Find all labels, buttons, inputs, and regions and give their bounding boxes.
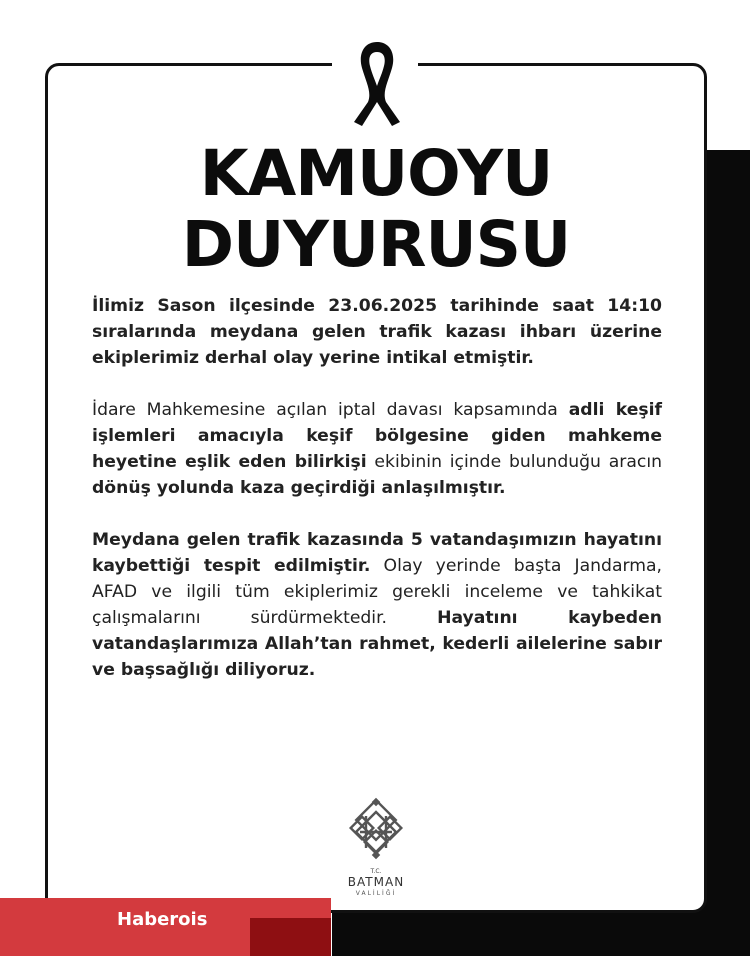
headline-line-2: DUYURUSU — [181, 208, 571, 281]
paragraph-3-text-1: Olay yerinde başta Jandarma, AFAD ve ilgili tüm ekiplerimiz gerekli inceleme ve tahkikat çalışmalarını sürdürmektedir. — [92, 556, 662, 628]
paragraph-3-bold-1: Meydana gelen trafik kazasında 5 vatandaşımızın hayatını kaybettiği tespit edilmiştir. — [92, 530, 662, 576]
mourning-ribbon-icon — [342, 36, 412, 128]
watermark-label: Haberois — [117, 909, 208, 930]
paragraph-2-text-2: ekibinin içinde bulunduğu aracın — [366, 452, 662, 472]
paragraph-2 — [92, 397, 662, 501]
watermark-accent — [250, 918, 331, 956]
paragraph-1-bold: İlimiz Sason ilçesinde 23.06.2025 tarihinde saat 14:10 sıralarında meydana gelen trafik kazası ihbarı üzerine ekiplerimiz derhal olay yerine intikal etmiştir. — [92, 296, 662, 368]
paragraph-1 — [92, 293, 662, 371]
logo-sub-label: VALİLİĞİ — [355, 890, 397, 897]
announcement-body — [92, 293, 662, 709]
paragraph-2-bold-1: adli keşif işlemleri amacıyla keşif bölgesine giden mahkeme heyetine eşlik eden bilirkişi — [92, 400, 662, 472]
headline-line-1: KAMUOYU — [199, 137, 553, 210]
paragraph-3-bold-2: Hayatını kaybeden vatandaşlarımıza Allah’tan rahmet, kederli ailelerine sabır ve başsağlığı diliyoruz. — [92, 608, 662, 680]
logo-name-label: BATMAN — [347, 875, 405, 889]
paragraph-2-bold-2: dönüş yolunda kaza geçirdiği anlaşılmıştır. — [92, 478, 506, 498]
headline — [60, 138, 692, 280]
logo-tc-label: T.C. — [370, 868, 382, 875]
paragraph-2-text-1: İdare Mahkemesine açılan iptal davası kapsamında — [92, 400, 569, 420]
paragraph-3 — [92, 527, 662, 683]
